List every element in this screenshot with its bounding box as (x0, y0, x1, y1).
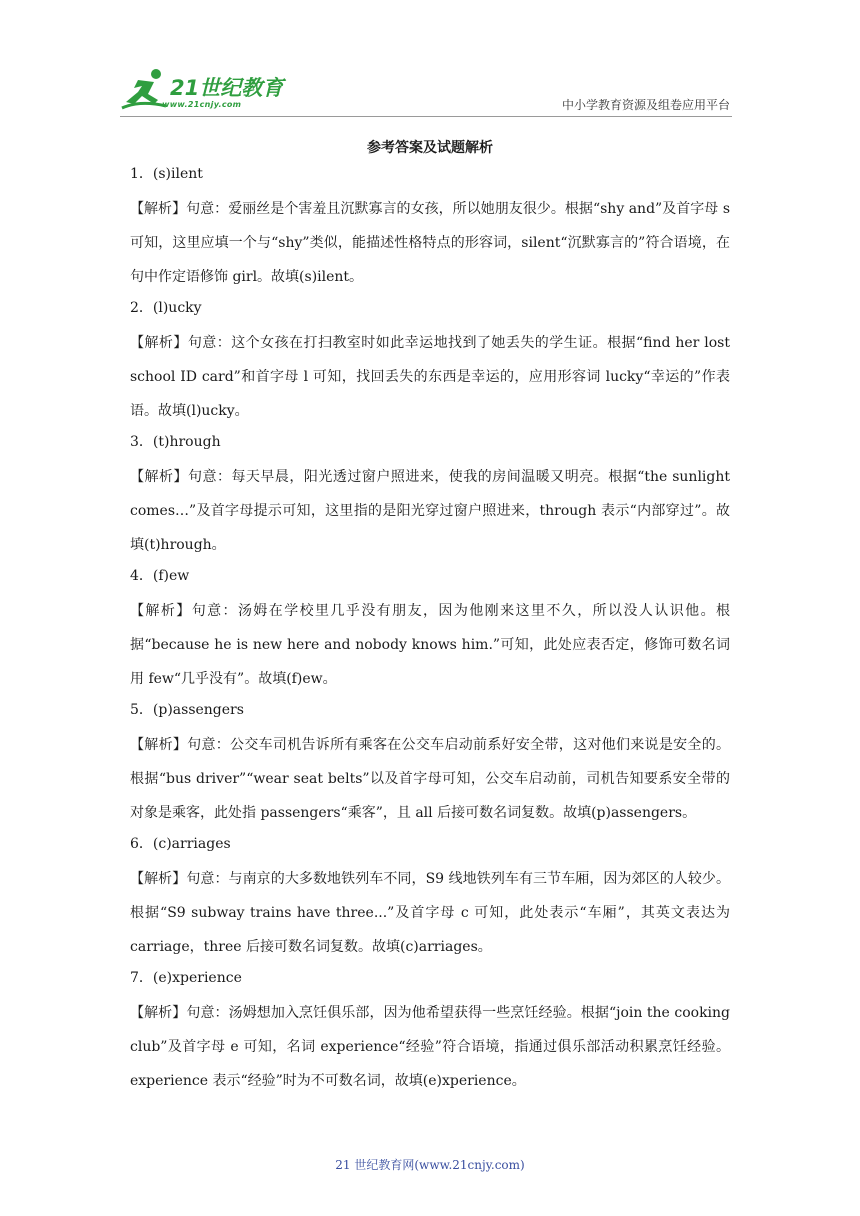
analysis-text (130, 996, 730, 1098)
answer-text: 1．(s)ilent (130, 166, 203, 182)
answer-text: 2．(l)ucky (130, 300, 202, 316)
answer-item-1 (130, 164, 730, 294)
answer-item-6 (130, 834, 730, 964)
answer-text: 3．(t)hrough (130, 434, 221, 450)
page-header (120, 66, 732, 117)
answer-item-4 (130, 566, 730, 696)
analysis-label: 【解析】 (130, 469, 188, 485)
analysis-body: 句意：与南京的大多数地铁列车不同，S9 线地铁列车有三节车厢，因为郊区的人较少。根据“S9 subway trains have three...”及首字母 c 可知，此处表示“车厢”，其英文表达为 carriage，three 后接可数名词复数。故填(c)arriages。 (130, 871, 731, 955)
analysis-body: 句意：每天早晨，阳光透过窗户照进来，使我的房间温暖又明亮。根据“the sunlight comes…”及首字母提示可知，这里指的是阳光穿过窗户照进来，through 表示“内部穿过”。故填(t)hrough。 (130, 469, 731, 553)
analysis-label: 【解析】 (130, 737, 188, 753)
answer-item-7 (130, 968, 730, 1098)
answer-list (130, 164, 730, 1102)
analysis-text (130, 728, 730, 830)
analysis-label: 【解析】 (130, 201, 187, 217)
answer-item-5 (130, 700, 730, 830)
analysis-label: 【解析】 (130, 871, 187, 887)
analysis-body: 句意：汤姆在学校里几乎没有朋友，因为他刚来这里不久，所以没人认识他。根据“because he is new here and nobody knows him.”可知，此处应表否定，修饰可数名词用 few“几乎没有”。故填(f)ew。 (130, 603, 731, 687)
analysis-text (130, 594, 730, 696)
analysis-label: 【解析】 (130, 603, 192, 619)
logo-url: www.21cnjy.com (162, 100, 242, 109)
page-title: 参考答案及试题解析 (367, 140, 493, 156)
answer-item-2 (130, 298, 730, 428)
logo-text: 21世纪教育 (170, 76, 284, 100)
analysis-body: 句意：汤姆想加入烹饪俱乐部，因为他希望获得一些烹饪经验。根据“join the cooking club”及首字母 e 可知，名词 experience“经验”符合语境，指通过俱乐部活动积累烹饪经验。experience 表示“经验”时为不可数名词，故填(e)xperience。 (130, 1005, 731, 1089)
analysis-body: 句意：爱丽丝是个害羞且沉默寡言的女孩，所以她朋友很少。根据“shy and”及首字母 s 可知，这里应填一个与“shy”类似，能描述性格特点的形容词，silent“沉默寡言的”符合语境，在句中作定语修饰 girl。故填(s)ilent。 (130, 201, 730, 285)
platform-name: 中小学教育资源及组卷应用平台 (561, 98, 730, 112)
page-footer: 21 世纪教育网(www.21cnjy.com) (335, 1158, 525, 1172)
answer-text: 4．(f)ew (130, 568, 190, 584)
answer-text: 7．(e)xperience (130, 970, 242, 986)
answer-item-3 (130, 432, 730, 562)
answer-text: 6．(c)arriages (130, 836, 231, 852)
analysis-body: 句意：这个女孩在打扫教室时如此幸运地找到了她丢失的学生证。根据“find her lost school ID card”和首字母 l 可知，找回丢失的东西是幸运的，应用形容词 lucky“幸运的”作表语。故填(l)ucky。 (130, 335, 730, 419)
analysis-label: 【解析】 (130, 335, 188, 351)
analysis-body: 句意：公交车司机告诉所有乘客在公交车启动前系好安全带，这对他们来说是安全的。根据“bus driver”“wear seat belts”以及首字母可知，公交车启动前，司机告知要系安全带的对象是乘客，此处指 passengers“乘客”，且 all 后接可数名词复数。故填(p)assengers。 (130, 737, 730, 821)
answer-text: 5．(p)assengers (130, 702, 244, 718)
analysis-text (130, 192, 730, 294)
analysis-text (130, 460, 730, 562)
analysis-text (130, 326, 730, 428)
analysis-text (130, 862, 730, 964)
analysis-label: 【解析】 (130, 1005, 187, 1021)
logo (120, 66, 290, 114)
runner-logo-icon (120, 66, 168, 112)
